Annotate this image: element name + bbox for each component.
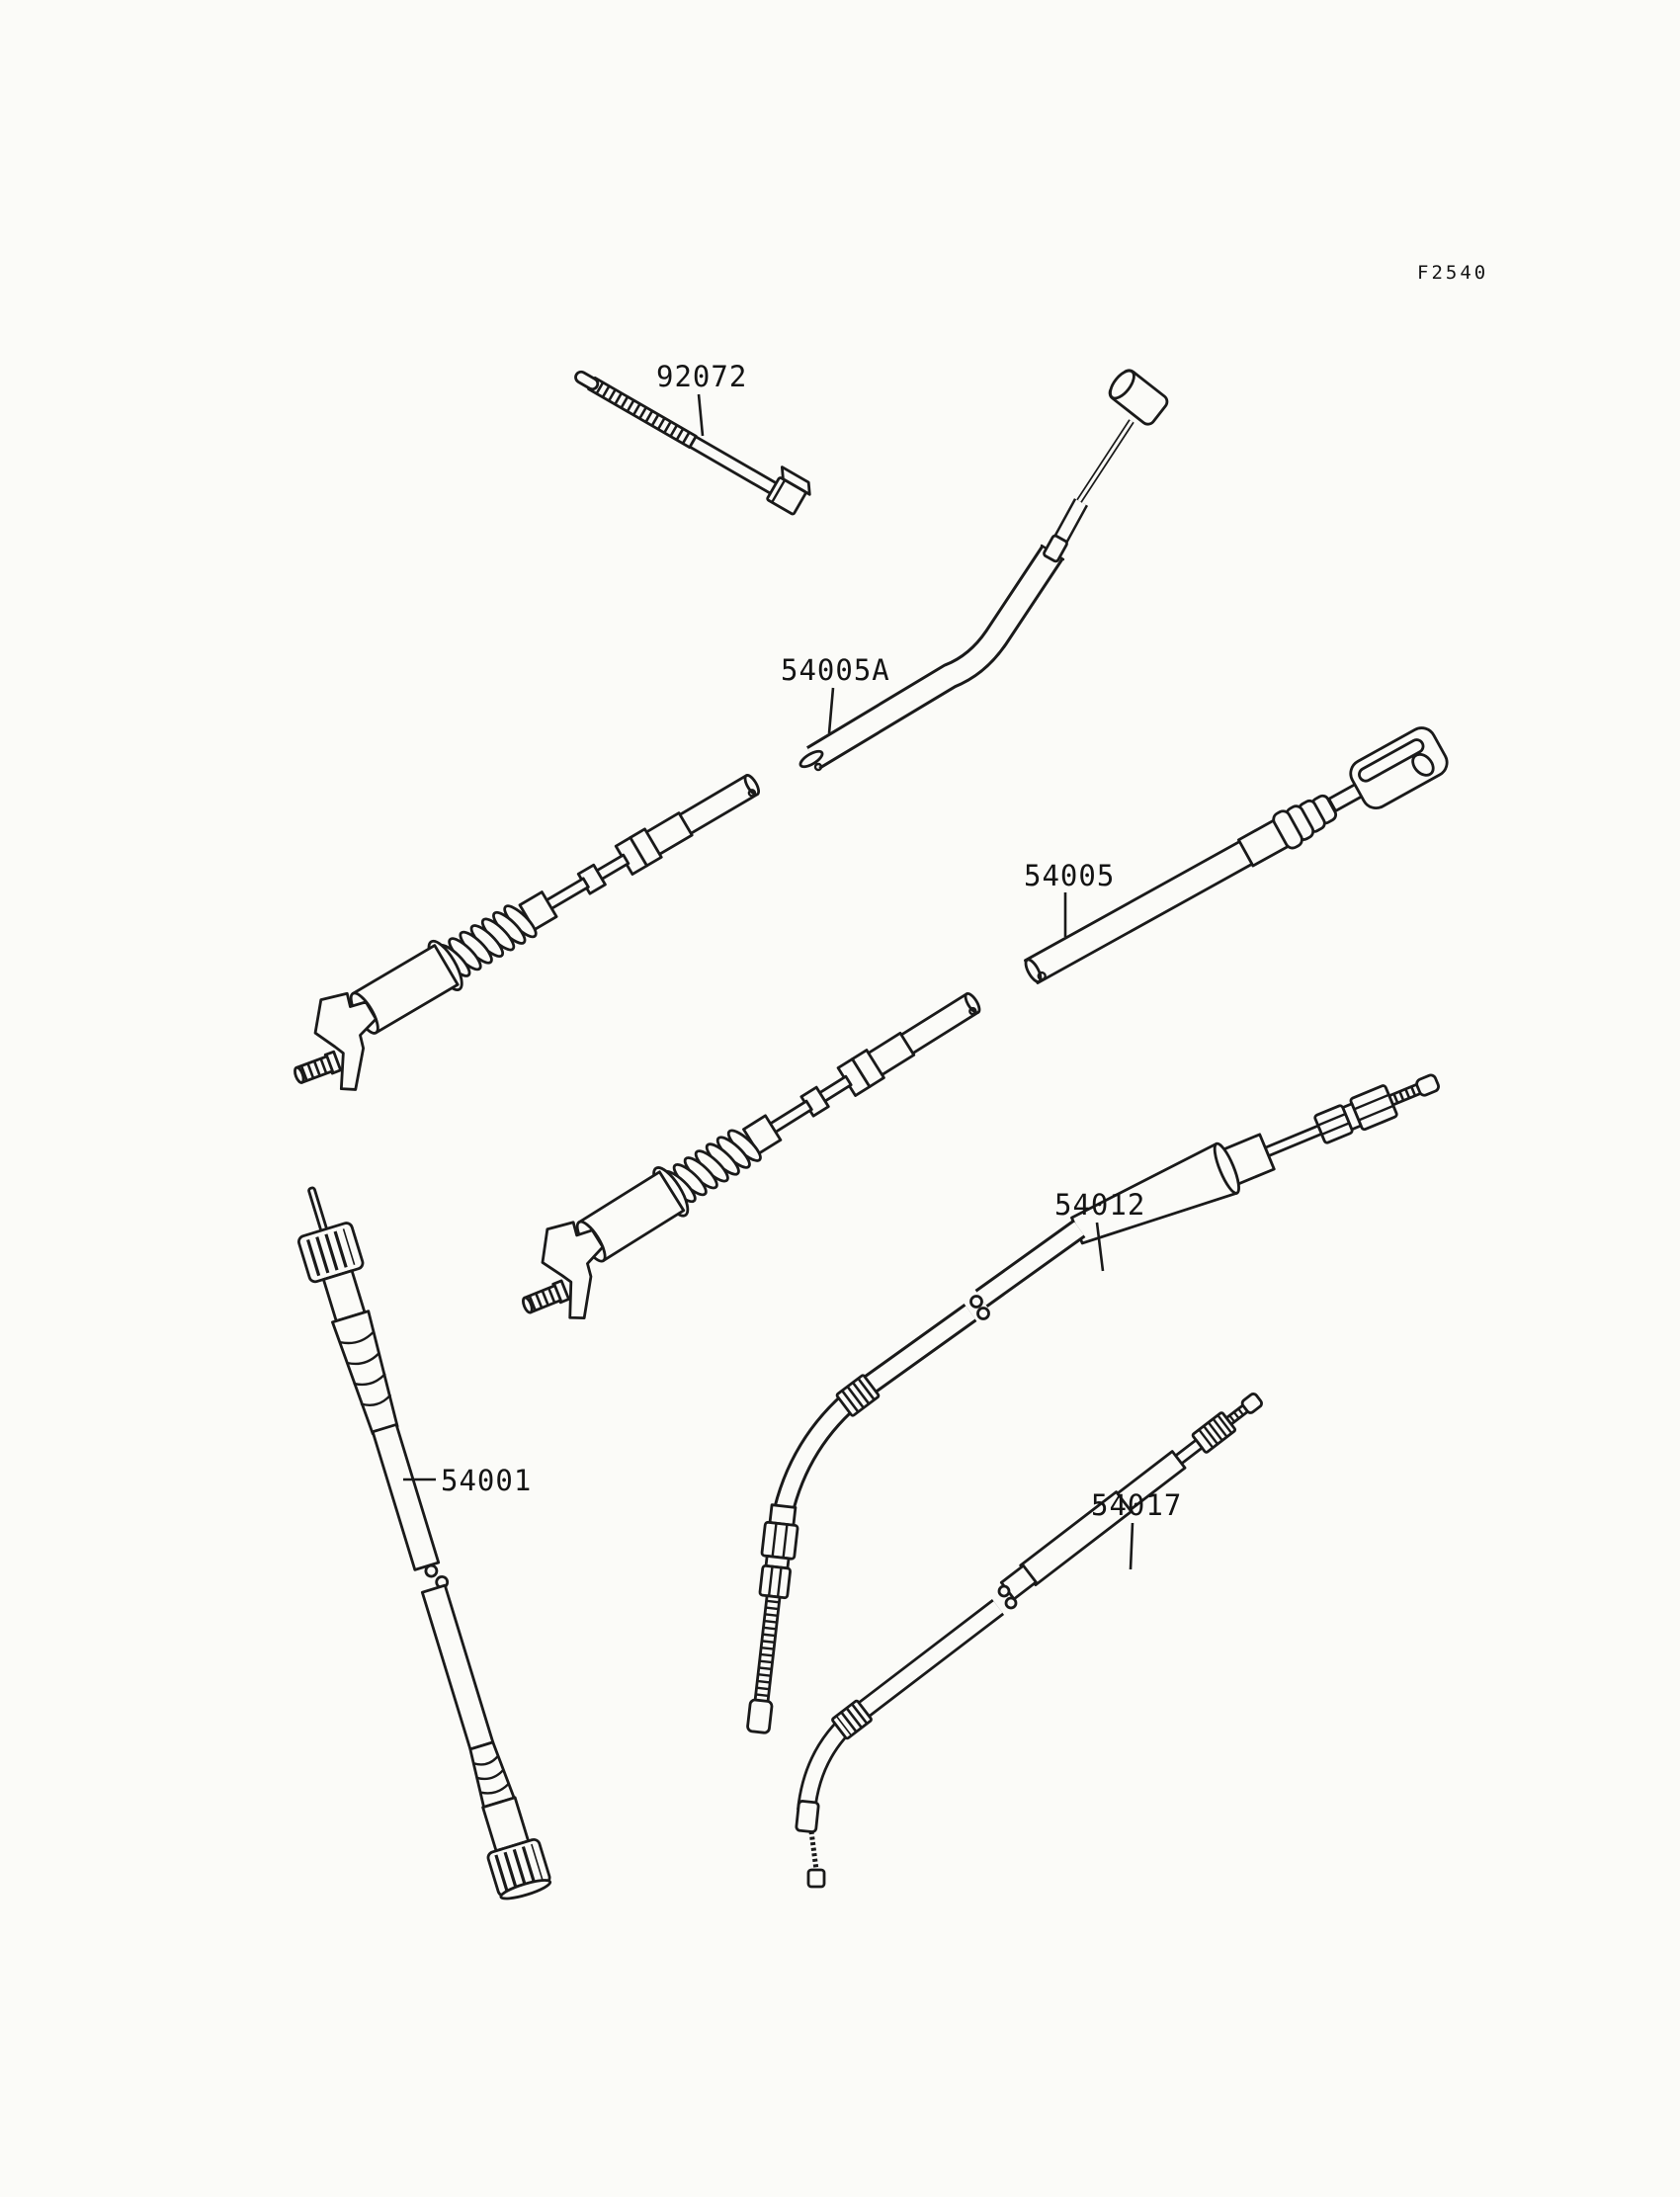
part-label-92072: 92072	[656, 360, 748, 393]
part-label-54005: 54005	[1024, 859, 1116, 892]
part-label-54001: 54001	[441, 1464, 533, 1497]
part-label-54005a: 54005A	[781, 653, 890, 687]
cable-54017-drawing	[796, 1389, 1266, 1887]
leader-54017	[1131, 1523, 1133, 1569]
figure-code: F2540	[1417, 262, 1489, 284]
leader-92072	[699, 394, 703, 436]
choke-cable-lower-drawing	[495, 972, 1009, 1343]
cable-54001-drawing	[285, 1180, 553, 1902]
choke-cable-upper-drawing	[268, 754, 788, 1114]
cable-54012-drawing	[742, 1056, 1448, 1733]
part-label-54012: 54012	[1054, 1188, 1146, 1222]
part-label-54017: 54017	[1091, 1488, 1183, 1522]
leader-54005a	[829, 688, 833, 733]
leader-lines	[403, 394, 1133, 1569]
cable-54005a-drawing	[798, 367, 1170, 770]
